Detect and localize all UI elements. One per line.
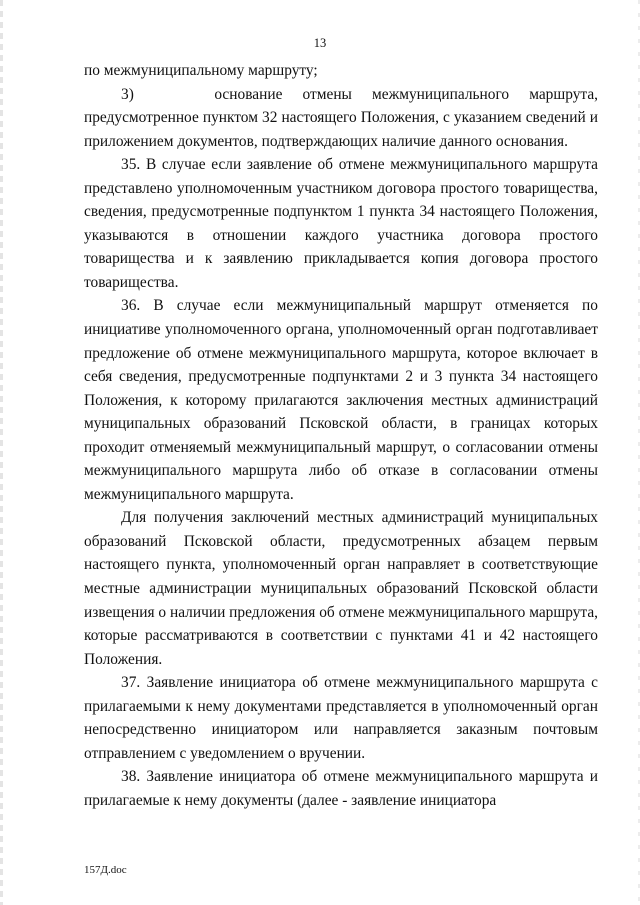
paragraph-38: 38. Заявление инициатора об отмене межмуниципального маршрута и прилагаемые к нему документы (далее - заявление инициатора xyxy=(84,768,598,809)
paragraph-item-3: 3) основание отмены межмуниципального маршрута, предусмотренное пунктом 32 настоящего Положения, с указанием сведений и приложением документов, подтверждающих наличие данного основания. xyxy=(84,85,598,150)
document-body xyxy=(84,59,598,813)
paragraph-36: 36. В случае если межмуниципальный маршрут отменяется по инициативе уполномоченного органа, уполномоченный орган подготавливает предложение об отмене межмуниципального маршрута, которое включает в себя сведения, предусмотренные подпунктами 2 и 3 пункта 34 настоящего Положения, к которому прилагаются заключения местных администраций муниципальных образований Псковской области, в границах которых проходит отменяемый межмуниципальный маршрут, о согласовании отмены межмуниципального маршрута либо об отказе в согласовании отмены межмуниципального маршрута. xyxy=(84,297,598,503)
page-number: 13 xyxy=(313,36,327,50)
paragraph-continuation: по межмуниципальному маршруту; xyxy=(84,62,318,79)
scan-edge-left xyxy=(0,0,3,905)
paragraph-35: 35. В случае если заявление об отмене межмуниципального маршрута представлено уполномоченным участником договора простого товарищества, сведения, предусмотренные подпунктом 1 пункта 34 настоящего Положения, указываются в отношении каждого участника договора простого товарищества и к заявлению прикладывается копия договора простого товарищества. xyxy=(84,156,598,291)
paragraph-37: 37. Заявление инициатора об отмене межмуниципального маршрута с прилагаемыми к нему документами представляется в уполномоченный орган непосредственно инициатором или направляется заказным почтовым отправлением с уведомлением о вручении. xyxy=(84,674,598,762)
paragraph-36-second: Для получения заключений местных администраций муниципальных образований Псковской области, предусмотренных абзацем первым настоящего пункта, уполномоченный орган направляет в соответствующие местные администрации муниципальных образований Псковской области извещения о наличии предложения об отмене межмуниципального маршрута, которые рассматриваются в соответствии с пунктами 41 и 42 настоящего Положения. xyxy=(84,509,598,668)
footer-filename: 157Д.doc xyxy=(84,864,127,876)
